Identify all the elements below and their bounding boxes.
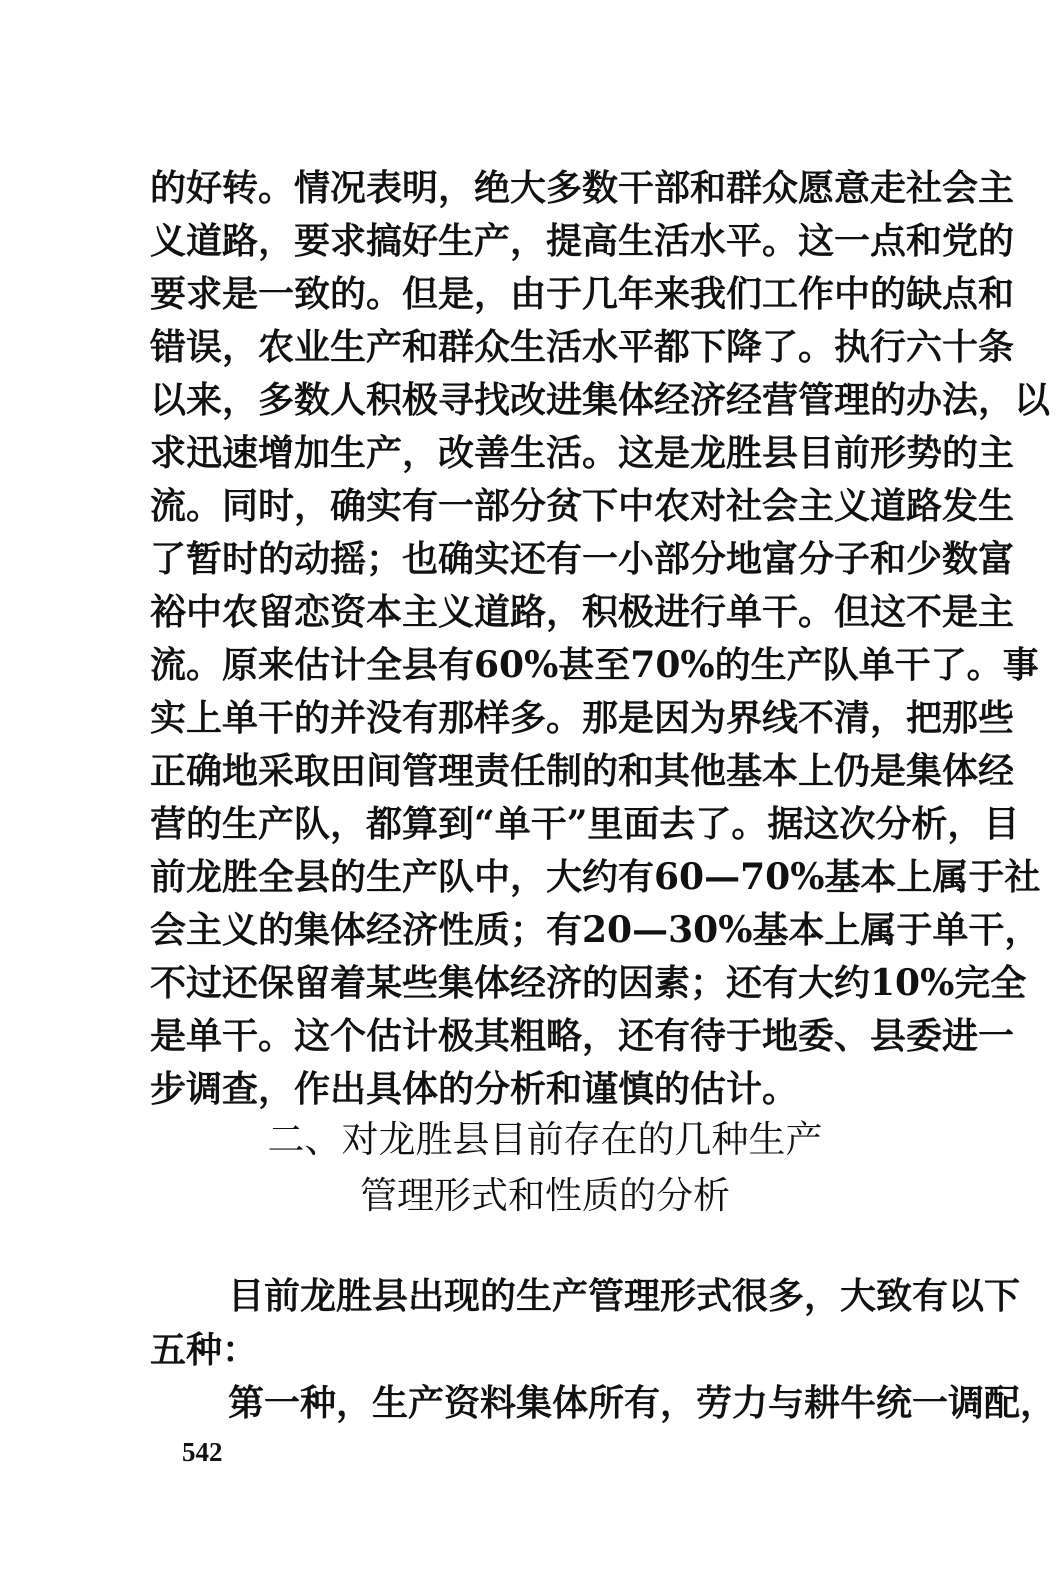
text-line: 不过还保留着某些集体经济的因素；还有大约10%完全 — [150, 962, 1027, 1004]
section-heading-line-1: 二、对龙胜县目前存在的几种生产 — [267, 1118, 823, 1161]
text-line: 的好转。情况表明，绝大多数干部和群众愿意走社会主 — [150, 167, 1015, 209]
text-line: 流。同时，确实有一部分贫下中农对社会主义道路发生 — [150, 485, 1015, 527]
text-line: 实上单干的并没有那样多。那是因为界线不清，把那些 — [150, 697, 1015, 739]
section-heading-line-2: 管理形式和性质的分析 — [360, 1174, 730, 1217]
text-line: 求迅速增加生产，改善生活。这是龙胜县目前形势的主 — [150, 432, 1015, 474]
text-line: 步调查，作出具体的分析和谨慎的估计。 — [150, 1068, 799, 1110]
text-line: 营的生产队，都算到“单干”里面去了。据这次分析，目 — [150, 803, 1020, 845]
text-line: 流。原来估计全县有60%甚至70%的生产队单干了。事 — [150, 644, 1039, 686]
text-line: 会主义的集体经济性质；有20—30%基本上属于单干， — [150, 909, 1041, 951]
text-line: 裕中农留恋资本主义道路，积极进行单干。但这不是主 — [150, 591, 1015, 633]
text-line: 正确地采取田间管理责任制的和其他基本上仍是集体经 — [150, 750, 1015, 792]
text-line: 第一种，生产资料集体所有，劳力与耕牛统一调配， — [228, 1382, 1057, 1424]
text-line: 错误，农业生产和群众生活水平都下降了。执行六十条 — [150, 326, 1015, 368]
text-line: 以来，多数人积极寻找改进集体经济经营管理的办法，以 — [150, 379, 1051, 421]
text-line: 五种： — [150, 1329, 259, 1371]
text-line: 要求是一致的。但是，由于几年来我们工作中的缺点和 — [150, 273, 1015, 315]
text-line: 是单干。这个估计极其粗略，还有待于地委、县委进一 — [150, 1015, 1015, 1057]
text-line: 了暂时的动摇；也确实还有一小部分地富分子和少数富 — [150, 538, 1015, 580]
text-line: 义道路，要求搞好生产，提高生活水平。这一点和党的 — [150, 220, 1015, 262]
text-line: 目前龙胜县出现的生产管理形式很多，大致有以下 — [228, 1275, 1021, 1317]
text-line: 前龙胜全县的生产队中，大约有60—70%基本上属于社 — [150, 856, 1041, 898]
page-number: 542 — [182, 1437, 223, 1467]
